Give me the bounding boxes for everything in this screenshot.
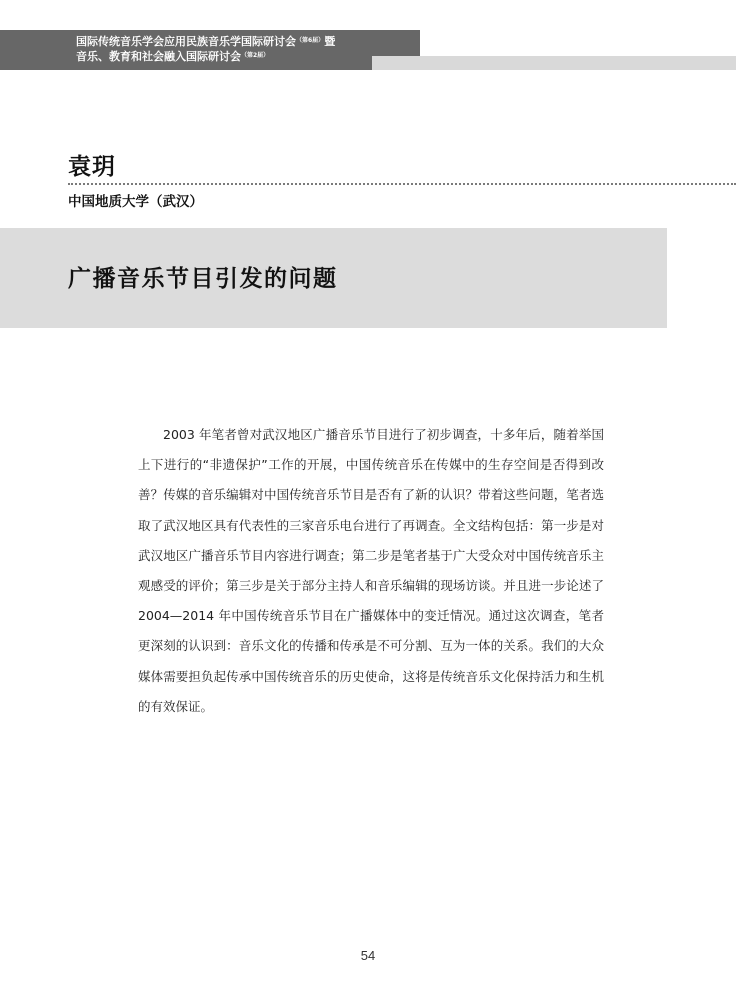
conference-line-2: 音乐、教育和社会融入国际研讨会$^{(第2届)}$	[76, 50, 270, 63]
article-title: 广播音乐节目引发的问题	[68, 265, 338, 292]
abstract-paragraph: 2003 年笔者曾对武汉地区广播音乐节目进行了初步调查，十多年后，随着举国上下进行的“非遗保护”工作的开展，中国传统音乐在传媒中的生存空间是否得到改善？传媒的音乐编辑对中国传统音乐节目是否有了新的认识？带着这些问题，笔者选取了武汉地区具有代表性的三家音乐电台进行了再调查。全文结构包括：第一步是对武汉地区广播音乐节目内容进行调查；第二步是笔者基于广大受众对中国传统音乐主观感受的评价；第三步是关于部分主持人和音乐编辑的现场访谈。并且进一步论述了 2004—2014 年中国传统音乐节目在广播媒体中的变迁情况。通过这次调查，笔者更深刻的认识到：音乐文化的传播和传承是不可分割、互为一体的关系。我们的大众媒体需要担负起传承中国传统音乐的历史使命，这将是传统音乐文化保持活力和生机的有效保证。	[138, 427, 604, 714]
dotted-divider	[68, 183, 736, 185]
page-number: 54	[360, 948, 376, 963]
conference-line-1: 国际传统音乐学会应用民族音乐学国际研讨会$^{(第6届)}$暨	[76, 35, 336, 48]
conference-edition-2: （第2届）	[241, 52, 270, 59]
author-affiliation: 中国地质大学（武汉）	[68, 194, 203, 210]
header-bar-extension	[372, 56, 736, 70]
author-name: 袁玥	[68, 153, 116, 180]
conference-header	[76, 34, 416, 64]
conference-edition-1: （第6届）	[296, 37, 325, 44]
